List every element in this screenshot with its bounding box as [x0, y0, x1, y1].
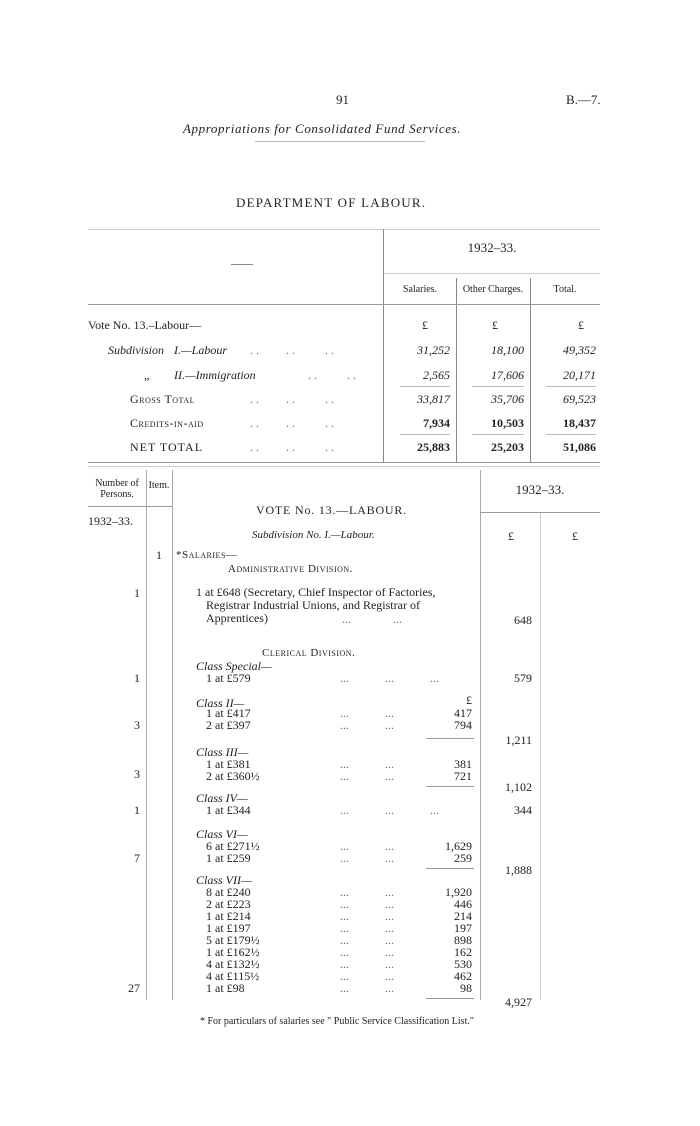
line-amount: 381 — [454, 757, 472, 771]
class-name: Class VII— — [196, 873, 252, 887]
class-line: 5 at £179½ — [206, 933, 260, 947]
cell-other: 25,203 — [491, 440, 524, 454]
class-subtotal: 579 — [514, 671, 532, 685]
cell-other: 18,100 — [491, 343, 524, 357]
class-name: Class II— — [196, 696, 245, 710]
vote-heading: VOTE No. 13.—LABOUR. — [256, 503, 407, 517]
class-persons: 1 — [134, 803, 140, 817]
leader-dots: . . . . . . — [250, 343, 334, 357]
cell-other: 17,606 — [491, 368, 524, 382]
detail-header-rule — [88, 506, 172, 507]
class-line: 1 at £197 — [206, 921, 251, 935]
class-persons: 3 — [134, 767, 140, 781]
currency-salaries: £ — [422, 318, 428, 332]
class-line: 1 at £344 — [206, 803, 251, 817]
cell-total: 51,086 — [563, 440, 596, 454]
col-salaries: Salaries. — [402, 284, 438, 295]
summary-bottom-rule — [88, 462, 600, 463]
class-persons: 3 — [134, 718, 140, 732]
leader-dots: ... ... ... — [340, 671, 439, 685]
document-reference: B.—7. — [566, 92, 601, 107]
summary-header-rule — [88, 304, 600, 305]
admin-amount: 648 — [514, 613, 532, 627]
class-line: 1 at £98 — [206, 981, 245, 995]
admin-line: Apprentices) — [206, 611, 268, 625]
line-amount: 721 — [454, 769, 472, 783]
line-amount: 417 — [454, 706, 472, 720]
line-amount: 462 — [454, 969, 472, 983]
detail-year-right: 1932–33. — [515, 482, 565, 497]
cell-salaries: 7,934 — [423, 416, 450, 430]
cell-other: 35,706 — [491, 392, 524, 406]
line-amount: 898 — [454, 933, 472, 947]
class-line: 1 at £214 — [206, 909, 251, 923]
summary-year-rule — [384, 273, 600, 274]
subtitle-rule — [255, 141, 425, 142]
persons-admin: 1 — [134, 586, 140, 600]
leader-dots: ... ... — [340, 885, 394, 899]
class-subtotal: 4,927 — [505, 995, 532, 1009]
footnote: * For particulars of salaries see " Public Service Classification List." — [200, 1016, 474, 1027]
class-persons: 27 — [128, 981, 140, 995]
line-amount: 98 — [460, 981, 472, 995]
class-persons: 1 — [134, 671, 140, 685]
currency-other: £ — [492, 318, 498, 332]
summary-top-rule — [88, 229, 600, 230]
col-number-of-persons: Number of Persons. — [95, 478, 139, 500]
cell-salaries: 25,883 — [417, 440, 450, 454]
class-line: 1 at £417 — [206, 706, 251, 720]
subtotal-rule — [426, 998, 474, 999]
item-number: 1 — [156, 548, 162, 562]
subtotal-rule — [546, 386, 596, 387]
subtotal-rule — [472, 434, 524, 435]
salaries-heading: *Salaries— — [176, 549, 238, 561]
subtotal-rule — [426, 786, 474, 787]
administrative-division: Administrative Division. — [228, 563, 353, 575]
subtotal-rule — [426, 738, 474, 739]
class-line: 6 at £271½ — [206, 839, 260, 853]
detail-col-rule — [540, 513, 541, 1000]
subtotal-rule — [400, 434, 450, 435]
class-line: 8 at £240 — [206, 885, 251, 899]
admin-line: 1 at £648 (Secretary, Chief Inspector of Factories, — [196, 585, 436, 599]
leader-dots: ... ... — [340, 851, 394, 865]
page-subtitle: Appropriations for Consolidated Fund Services. — [183, 121, 462, 136]
summary-row-label: NET TOTAL — [130, 440, 204, 454]
cell-total: 49,352 — [563, 343, 596, 357]
detail-header-rule — [480, 512, 600, 513]
subtotal-rule — [472, 386, 524, 387]
leader-dots: ... ... — [340, 757, 394, 771]
line-amount: 197 — [454, 921, 472, 935]
col-item: Item. — [148, 480, 170, 491]
detail-top-rule — [88, 466, 600, 467]
class-line: 2 at £360½ — [206, 769, 260, 783]
document-title: DEPARTMENT OF LABOUR. — [236, 195, 427, 210]
vote-label: Vote No. 13.–Labour— — [88, 318, 202, 332]
cell-salaries: 33,817 — [417, 392, 450, 406]
summary-row-label: II.—Immigration — [174, 368, 256, 382]
line-amount: 1,920 — [445, 885, 472, 899]
leader-dots: ... ... ... — [340, 803, 439, 817]
line-amount: 214 — [454, 909, 472, 923]
class-line: 1 at £381 — [206, 757, 251, 771]
detail-year-left: 1932–33. — [88, 514, 133, 528]
subtotal-rule — [400, 386, 450, 387]
leader-dots: ... ... — [340, 933, 394, 947]
class-name: Class VI— — [196, 827, 248, 841]
class-line: 4 at £115½ — [206, 969, 260, 983]
subtotal-rule — [426, 868, 474, 869]
class-line: 4 at £132½ — [206, 957, 260, 971]
class-persons: 7 — [134, 851, 140, 865]
leader-dots: ... ... — [340, 909, 394, 923]
class-subtotal: 344 — [514, 803, 532, 817]
subtotal-rule — [546, 434, 596, 435]
summary-row-label: Credits-in-aid — [130, 416, 204, 430]
class-line: 1 at £259 — [206, 851, 251, 865]
class-name: Class III— — [196, 745, 249, 759]
class-subtotal: 1,102 — [505, 780, 532, 794]
admin-line: Registrar Industrial Unions, and Registrar of — [206, 598, 420, 612]
line-amount: 259 — [454, 851, 472, 865]
leader-dots: ... ... — [340, 839, 394, 853]
summary-year: 1932–33. — [467, 240, 517, 255]
detail-col-rule — [172, 470, 173, 1000]
leader-dots: ... ... — [340, 921, 394, 935]
leader-dots: ... ... — [340, 769, 394, 783]
detail-currency: £ — [572, 529, 578, 543]
line-amount: 1,629 — [445, 839, 472, 853]
class-name: Class Special— — [196, 659, 272, 673]
summary-dash: —— — [231, 258, 253, 270]
leader-dots: ... ... — [340, 718, 394, 732]
summary-row-label: Subdivision — [108, 343, 164, 357]
detail-currency: £ — [508, 529, 514, 543]
subdivision-heading: Subdivision No. I.—Labour. — [252, 529, 375, 541]
leader-dots: ... ... — [340, 706, 394, 720]
cell-total: 18,437 — [563, 416, 596, 430]
class-subtotal: 1,211 — [505, 733, 532, 747]
leader-dots: . . . . . . — [250, 440, 334, 454]
class-subtotal: 1,888 — [505, 863, 532, 877]
cell-salaries: 2,565 — [423, 368, 450, 382]
cell-total: 69,523 — [563, 392, 596, 406]
class-line: 2 at £223 — [206, 897, 251, 911]
class-line: 2 at £397 — [206, 718, 251, 732]
leader-dots: ... ... — [340, 981, 394, 995]
leader-dots: ... ... — [340, 969, 394, 983]
class-name: Class IV— — [196, 791, 248, 805]
cell-salaries: 31,252 — [417, 343, 450, 357]
line-amount: 794 — [454, 718, 472, 732]
leader-dots: . . . . . . — [250, 392, 334, 406]
line-amount: 162 — [454, 945, 472, 959]
summary-row-label: „ — [144, 368, 150, 382]
class-line: 1 at £162½ — [206, 945, 260, 959]
page-number: 91 — [336, 92, 349, 107]
col-total: Total. — [553, 284, 577, 295]
currency-total: £ — [578, 318, 584, 332]
summary-row-label: Gross Total — [130, 392, 195, 406]
col-other-charges: Other Charges. — [462, 284, 524, 295]
summary-row-label: I.—Labour — [174, 343, 228, 357]
leader-dots: . . . . — [308, 368, 356, 382]
clerical-division: Clerical Division. — [262, 647, 356, 659]
detail-col-rule — [480, 470, 481, 1000]
inner-currency: £ — [466, 693, 472, 707]
line-amount: 530 — [454, 957, 472, 971]
line-amount: 446 — [454, 897, 472, 911]
leader-dots: ... ... — [342, 612, 402, 626]
leader-dots: ... ... — [340, 957, 394, 971]
cell-other: 10,503 — [491, 416, 524, 430]
leader-dots: ... ... — [340, 897, 394, 911]
class-line: 1 at £579 — [206, 671, 251, 685]
leader-dots: . . . . . . — [250, 416, 334, 430]
cell-total: 20,171 — [563, 368, 596, 382]
leader-dots: ... ... — [340, 945, 394, 959]
